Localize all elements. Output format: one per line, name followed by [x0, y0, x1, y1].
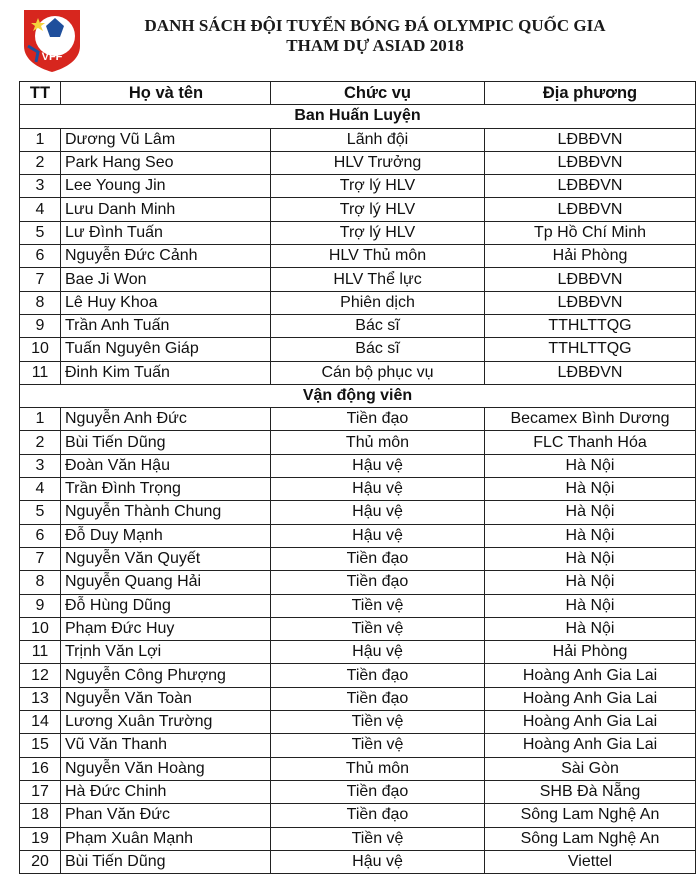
column-header-tt: TT — [20, 82, 61, 105]
person-name-cell: Trịnh Văn Lợi — [61, 641, 271, 664]
role-cell: Hậu vệ — [271, 641, 485, 664]
locality-cell: Viettel — [485, 850, 696, 873]
table-row — [20, 198, 696, 221]
person-name-cell: Đoàn Văn Hậu — [61, 454, 271, 477]
locality-cell: Hoàng Anh Gia Lai — [485, 711, 696, 734]
table-row — [20, 501, 696, 524]
role-cell: Tiền vệ — [271, 617, 485, 640]
row-number-cell: 7 — [20, 547, 61, 570]
row-number-cell: 2 — [20, 431, 61, 454]
locality-cell: TTHLTTQG — [485, 314, 696, 337]
person-name-cell: Lư Đình Tuấn — [61, 221, 271, 244]
role-cell: Hậu vệ — [271, 501, 485, 524]
row-number-cell: 11 — [20, 361, 61, 384]
role-cell: Trợ lý HLV — [271, 198, 485, 221]
table-row — [20, 151, 696, 174]
row-number-cell: 8 — [20, 571, 61, 594]
table-header-row — [20, 82, 696, 105]
row-number-cell: 19 — [20, 827, 61, 850]
table-row — [20, 314, 696, 337]
role-cell: Tiền vệ — [271, 711, 485, 734]
row-number-cell: 13 — [20, 687, 61, 710]
vff-logo — [20, 6, 84, 74]
person-name-cell: Tuấn Nguyên Giáp — [61, 338, 271, 361]
row-number-cell: 6 — [20, 524, 61, 547]
locality-cell: LĐBĐVN — [485, 151, 696, 174]
section-row — [20, 105, 696, 128]
column-header-place: Địa phương — [485, 82, 696, 105]
person-name-cell: Đỗ Hùng Dũng — [61, 594, 271, 617]
role-cell: Tiền đạo — [271, 408, 485, 431]
roster-body — [20, 105, 696, 874]
role-cell: Thủ môn — [271, 431, 485, 454]
row-number-cell: 14 — [20, 711, 61, 734]
role-cell: Tiền đạo — [271, 780, 485, 803]
locality-cell: Hoàng Anh Gia Lai — [485, 687, 696, 710]
row-number-cell: 2 — [20, 151, 61, 174]
row-number-cell: 10 — [20, 338, 61, 361]
person-name-cell: Nguyễn Đức Cảnh — [61, 245, 271, 268]
role-cell: Cán bộ phục vụ — [271, 361, 485, 384]
person-name-cell: Nguyễn Văn Toàn — [61, 687, 271, 710]
person-name-cell: Phan Văn Đức — [61, 804, 271, 827]
row-number-cell: 10 — [20, 617, 61, 640]
table-row — [20, 734, 696, 757]
role-cell: Tiền đạo — [271, 804, 485, 827]
table-row — [20, 408, 696, 431]
locality-cell: Hà Nội — [485, 478, 696, 501]
row-number-cell: 8 — [20, 291, 61, 314]
person-name-cell: Bùi Tiến Dũng — [61, 431, 271, 454]
table-row — [20, 338, 696, 361]
table-row — [20, 547, 696, 570]
locality-cell: Sông Lam Nghệ An — [485, 827, 696, 850]
row-number-cell: 17 — [20, 780, 61, 803]
role-cell: HLV Trưởng — [271, 151, 485, 174]
person-name-cell: Park Hang Seo — [61, 151, 271, 174]
role-cell: Hậu vệ — [271, 478, 485, 501]
locality-cell: Hà Nội — [485, 501, 696, 524]
logo-text: VFF — [41, 51, 63, 63]
person-name-cell: Lê Huy Khoa — [61, 291, 271, 314]
table-row — [20, 617, 696, 640]
row-number-cell: 12 — [20, 664, 61, 687]
locality-cell: Hoàng Anh Gia Lai — [485, 734, 696, 757]
locality-cell: TTHLTTQG — [485, 338, 696, 361]
table-row — [20, 478, 696, 501]
section-row — [20, 384, 696, 407]
person-name-cell: Nguyễn Công Phượng — [61, 664, 271, 687]
row-number-cell: 5 — [20, 221, 61, 244]
table-row — [20, 128, 696, 151]
person-name-cell: Nguyễn Quang Hải — [61, 571, 271, 594]
title-line-2: THAM DỰ ASIAD 2018 — [286, 36, 464, 55]
role-cell: Trợ lý HLV — [271, 221, 485, 244]
locality-cell: Sông Lam Nghệ An — [485, 804, 696, 827]
table-row — [20, 268, 696, 291]
table-row — [20, 361, 696, 384]
person-name-cell: Nguyễn Văn Hoàng — [61, 757, 271, 780]
role-cell: HLV Thể lực — [271, 268, 485, 291]
document-header — [0, 0, 700, 82]
role-cell: Lãnh đội — [271, 128, 485, 151]
locality-cell: LĐBĐVN — [485, 175, 696, 198]
row-number-cell: 1 — [20, 128, 61, 151]
locality-cell: Tp Hồ Chí Minh — [485, 221, 696, 244]
column-header-role: Chức vụ — [271, 82, 485, 105]
person-name-cell: Trần Anh Tuấn — [61, 314, 271, 337]
row-number-cell: 5 — [20, 501, 61, 524]
row-number-cell: 4 — [20, 198, 61, 221]
title-line-1: DANH SÁCH ĐỘI TUYỂN BÓNG ĐÁ OLYMPIC QUỐC GIA — [144, 16, 606, 35]
role-cell: Tiền đạo — [271, 664, 485, 687]
table-row — [20, 687, 696, 710]
table-row — [20, 850, 696, 873]
person-name-cell: Lưu Danh Minh — [61, 198, 271, 221]
role-cell: Trợ lý HLV — [271, 175, 485, 198]
role-cell: Tiền đạo — [271, 687, 485, 710]
locality-cell: FLC Thanh Hóa — [485, 431, 696, 454]
locality-cell: Hoàng Anh Gia Lai — [485, 664, 696, 687]
roster-table — [19, 81, 696, 874]
row-number-cell: 3 — [20, 454, 61, 477]
row-number-cell: 20 — [20, 850, 61, 873]
person-name-cell: Vũ Văn Thanh — [61, 734, 271, 757]
row-number-cell: 1 — [20, 408, 61, 431]
role-cell: Phiên dịch — [271, 291, 485, 314]
role-cell: Tiền vệ — [271, 594, 485, 617]
row-number-cell: 16 — [20, 757, 61, 780]
table-row — [20, 291, 696, 314]
locality-cell: Hà Nội — [485, 617, 696, 640]
role-cell: Tiền đạo — [271, 571, 485, 594]
table-row — [20, 431, 696, 454]
row-number-cell: 7 — [20, 268, 61, 291]
row-number-cell: 4 — [20, 478, 61, 501]
section-title: Ban Huấn Luyện — [20, 105, 696, 128]
person-name-cell: Lee Young Jin — [61, 175, 271, 198]
role-cell: Hậu vệ — [271, 850, 485, 873]
role-cell: Hậu vệ — [271, 524, 485, 547]
role-cell: HLV Thủ môn — [271, 245, 485, 268]
table-row — [20, 780, 696, 803]
table-row — [20, 524, 696, 547]
section-title: Vận động viên — [20, 384, 696, 407]
locality-cell: SHB Đà Nẵng — [485, 780, 696, 803]
person-name-cell: Phạm Đức Huy — [61, 617, 271, 640]
document-title — [95, 16, 655, 56]
locality-cell: Becamex Bình Dương — [485, 408, 696, 431]
locality-cell: Sài Gòn — [485, 757, 696, 780]
role-cell: Bác sĩ — [271, 338, 485, 361]
person-name-cell: Dương Vũ Lâm — [61, 128, 271, 151]
locality-cell: Hải Phòng — [485, 245, 696, 268]
table-row — [20, 757, 696, 780]
person-name-cell: Nguyễn Văn Quyết — [61, 547, 271, 570]
locality-cell: Hà Nội — [485, 524, 696, 547]
person-name-cell: Phạm Xuân Mạnh — [61, 827, 271, 850]
row-number-cell: 9 — [20, 594, 61, 617]
table-row — [20, 245, 696, 268]
table-row — [20, 804, 696, 827]
role-cell: Thủ môn — [271, 757, 485, 780]
locality-cell: Hà Nội — [485, 594, 696, 617]
person-name-cell: Bùi Tiến Dũng — [61, 850, 271, 873]
column-header-name: Họ và tên — [61, 82, 271, 105]
locality-cell: LĐBĐVN — [485, 128, 696, 151]
table-row — [20, 827, 696, 850]
locality-cell: LĐBĐVN — [485, 198, 696, 221]
person-name-cell: Đỗ Duy Mạnh — [61, 524, 271, 547]
table-row — [20, 221, 696, 244]
person-name-cell: Nguyễn Thành Chung — [61, 501, 271, 524]
role-cell: Tiền vệ — [271, 827, 485, 850]
locality-cell: Hà Nội — [485, 454, 696, 477]
table-row — [20, 641, 696, 664]
role-cell: Tiền đạo — [271, 547, 485, 570]
person-name-cell: Hà Đức Chinh — [61, 780, 271, 803]
table-row — [20, 454, 696, 477]
locality-cell: Hà Nội — [485, 547, 696, 570]
person-name-cell: Bae Ji Won — [61, 268, 271, 291]
locality-cell: LĐBĐVN — [485, 291, 696, 314]
row-number-cell: 3 — [20, 175, 61, 198]
row-number-cell: 9 — [20, 314, 61, 337]
person-name-cell: Trần Đình Trọng — [61, 478, 271, 501]
table-row — [20, 711, 696, 734]
role-cell: Bác sĩ — [271, 314, 485, 337]
locality-cell: LĐBĐVN — [485, 268, 696, 291]
row-number-cell: 6 — [20, 245, 61, 268]
person-name-cell: Đinh Kim Tuấn — [61, 361, 271, 384]
table-row — [20, 664, 696, 687]
row-number-cell: 11 — [20, 641, 61, 664]
row-number-cell: 18 — [20, 804, 61, 827]
locality-cell: Hải Phòng — [485, 641, 696, 664]
locality-cell: Hà Nội — [485, 571, 696, 594]
role-cell: Tiền vệ — [271, 734, 485, 757]
table-row — [20, 571, 696, 594]
role-cell: Hậu vệ — [271, 454, 485, 477]
row-number-cell: 15 — [20, 734, 61, 757]
table-row — [20, 594, 696, 617]
person-name-cell: Lương Xuân Trường — [61, 711, 271, 734]
table-row — [20, 175, 696, 198]
locality-cell: LĐBĐVN — [485, 361, 696, 384]
person-name-cell: Nguyễn Anh Đức — [61, 408, 271, 431]
